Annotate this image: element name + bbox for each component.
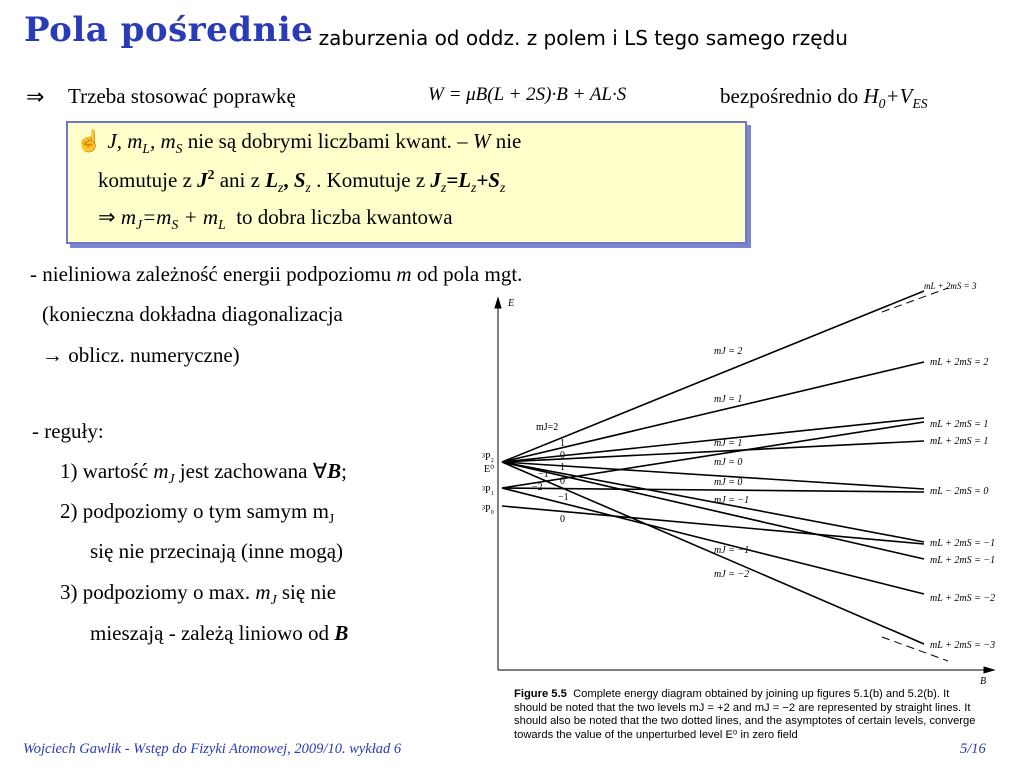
left-mj-label: 0 [560,450,565,461]
right-label: mL + 2mS = −1 [930,555,996,566]
left-mj-label: 0 [560,514,565,525]
level-line [502,441,924,462]
nonlin-m: m [396,262,412,286]
box-line-2-b: ani z [219,168,260,192]
energy-diagram [478,274,1018,752]
left-mj-label: −1 [538,469,549,480]
ms-sub: S [175,141,183,157]
level-line [502,462,924,559]
rule-3-m: m [255,580,271,604]
caption-bold: Figure 5.5 [514,688,567,700]
level-line [502,506,924,544]
l-bold: L [265,168,279,192]
e-axis-arrow [495,298,501,308]
mj-symbol: m [120,205,137,229]
nonlinear-line [30,262,522,287]
jz-sub: z [440,180,447,196]
ms-symbol: =m [142,205,172,229]
right-label: mL + 2mS = −3 [930,640,996,651]
j-sup: 2 [207,167,215,182]
left-mj-label: 1 [560,438,565,449]
rule-3-sub: J [270,592,277,608]
jz-bold: J [430,168,441,192]
rule-3-cont [90,621,348,646]
rules-heading: - reguły: [32,419,104,443]
pointing-hand-icon: ☝ [76,129,103,153]
nonlin-text-1: - nieliniowa zależność energii podpoziomu [30,262,392,286]
s-bold: S [293,168,306,192]
box-line-1-text: nie są dobrymi liczbami kwant. – [187,129,468,153]
right-label: mL + 2mS = 1 [930,419,989,430]
correction-text: Trzeba stosować poprawkę [68,84,296,108]
v-sub: ES [912,96,928,112]
slide-subtitle: - zaburzenia od oddz. z polem i LS tego samego rzędu [305,26,848,50]
left-mj-label: mJ=2 [536,422,559,433]
lz-sub: z [471,180,477,196]
m-symbol-2: , m [150,129,176,153]
sz-bold: +S [476,168,500,192]
lz-bold: =L [446,168,472,192]
level-label: ³P₂ [482,452,495,463]
rule-3-b: się nie [281,580,337,604]
m-symbol: m [127,129,143,153]
axis-label-e: E [508,298,515,309]
diagonalization-line: (konieczna dokładna diagonalizacja [42,302,343,326]
j-symbol: J, [107,129,122,153]
direct-to-text [720,84,928,112]
rule-3-B: B [334,621,349,645]
mid-mj-label: mJ = −1 [714,545,750,556]
rule-1-sub: J [168,471,175,487]
highlight-box [66,121,747,244]
footer-text: Wojciech Gawlik - Wstęp do Fizyki Atomowej, 2009/10. wykład 6 [23,741,402,757]
level-line [502,462,924,489]
box-line-2-a: komutuje z [98,168,192,192]
b-axis-arrow [984,667,994,673]
right-label: mL + 2mS = 2 [930,357,989,368]
rule-1-a: 1) wartość [60,459,149,483]
ms-sub-2: S [171,217,179,233]
box-line-1-end: nie [495,129,522,153]
ml-sub: L [142,141,150,157]
dotted-asymptote [882,288,948,312]
j-bold: J [197,168,208,192]
box-line-1 [76,129,521,157]
rule-3-a: 3) podpoziomy o max. [60,580,251,604]
ml-symbol: + m [183,205,219,229]
w-symbol: W [472,129,491,153]
rule-1-m: m [153,459,169,483]
ml-sub-2: L [218,217,226,233]
rule-1-B: B [327,459,342,483]
right-label: mL + 2mS = −2 [930,593,996,604]
box-line-2-c: . Komutuje z [316,168,426,192]
rule-2-cont: się nie przecinają (inne mogą) [90,539,344,563]
direct-label: bezpośrednio do [720,84,859,108]
l-sub: z [278,180,284,196]
mid-mj-label: mJ = 2 [714,346,743,357]
rule-1-b: jest zachowana ∀ [179,459,328,483]
box-line-2 [98,167,505,196]
nonlin-text-2: od pola mgt. [416,262,523,286]
right-label: mL + 2mS = 3 [924,281,977,291]
h-symbol: H [863,84,879,108]
right-label: mL + 2mS = 1 [930,436,989,447]
caption-text: Complete energy diagram obtained by joining up figures 5.1(b) and 5.2(b). It should be noted that the two levels mJ = +2 and mJ = −2 are represented by straight lines. It should also be noted that the two dotted lines, and the asymptotes of certain levels, converge towards the value of the unperturbed level E⁰ in zero field [514,688,976,741]
h-sub: 0 [878,96,886,112]
implies-arrow-2: ⇒ [98,205,116,229]
numeric-line: → oblicz. numeryczne) [42,343,240,367]
rule-3-c: mieszają - zależą liniowo od [90,621,330,645]
comma: , [283,168,289,192]
mid-mj-label: mJ = 0 [714,457,743,468]
axis-label-b: B [980,676,987,687]
level-label: E⁰ [484,464,495,475]
rule-3 [60,580,336,608]
rule-2-sub: J [328,511,335,527]
rule-2 [60,499,334,527]
left-mj-label: 1 [560,462,565,473]
mid-mj-label: mJ = 1 [714,438,743,449]
figure-caption [514,688,984,742]
box-line-3 [98,205,453,233]
level-line [502,488,924,594]
mj-sub: J [136,217,143,233]
level-label: ³P₀ [482,504,495,515]
mid-mj-label: mJ = −1 [714,495,750,506]
rule-2-a: 2) podpoziomy o tym samym m [60,499,329,523]
left-mj-label: −2 [532,482,543,493]
left-mj-label: 0 [560,476,565,487]
mid-mj-label: mJ = 0 [714,477,743,488]
mid-mj-label: mJ = 1 [714,394,743,405]
page-number: 5/16 [960,741,986,757]
rule-1-c: ; [341,459,347,483]
right-label: mL − 2mS = 0 [930,486,989,497]
implies-arrow: ⇒ [26,84,45,109]
slide-title: Pola pośrednie [24,10,314,50]
left-mj-label: −1 [558,492,569,503]
good-quantum-number-text: to dobra liczba kwantowa [236,205,453,229]
hamiltonian-formula: W = μB(L + 2S)·B + AL·S [428,84,627,105]
s-sub: z [305,180,311,196]
sz-sub: z [500,180,506,196]
level-label: ³P₁ [482,485,495,496]
v-symbol: +V [885,84,913,108]
mid-mj-label: mJ = −2 [714,569,750,580]
rule-1 [60,459,347,487]
right-label: mL + 2mS = −1 [930,538,996,549]
